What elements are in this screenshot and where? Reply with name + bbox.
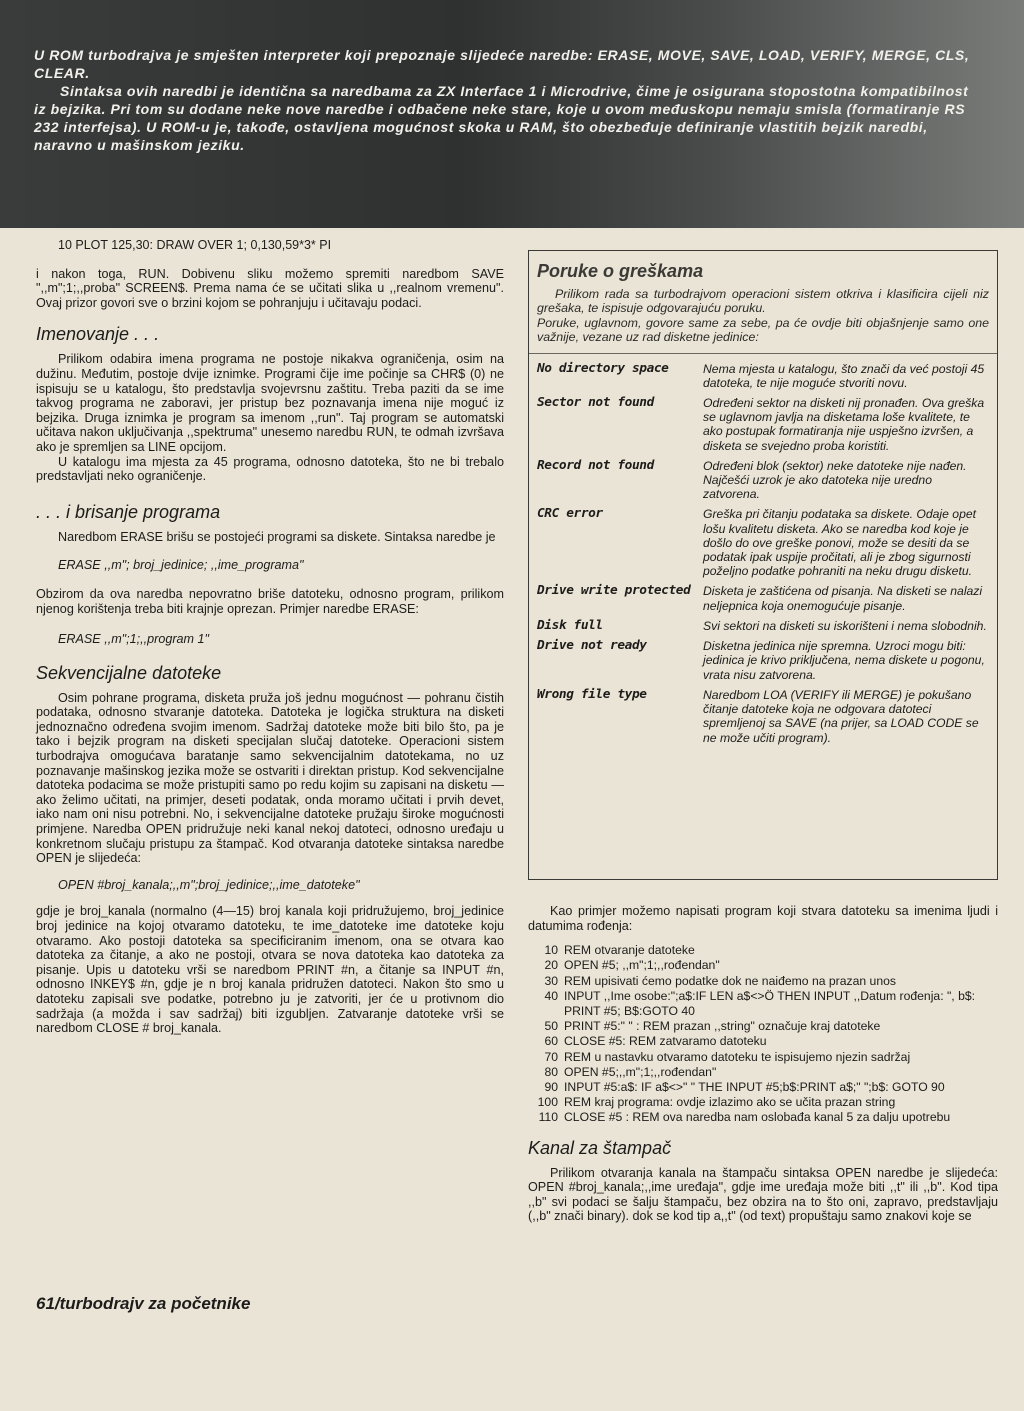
line-code: PRINT #5:" " : REM prazan ,,string" označuje kraj datoteke <box>564 1019 881 1034</box>
line-number: 60 <box>544 1034 558 1049</box>
error-name: No directory space <box>537 360 669 376</box>
error-row <box>537 459 989 502</box>
error-description: Disketa je zaštićena od pisanja. Na disketi se nalazi neljepnica koja onemogućuje pisanje. <box>703 584 983 613</box>
banner-paragraph-1: U ROM turbodrajva je smješten interpreter koji prepoznaje slijedeće naredbe: ERASE, MOVE, SAVE, LOAD, VERIFY, MERGE, CLS, CLEAR. <box>34 47 970 81</box>
error-name: Drive not ready <box>537 638 647 654</box>
program-line <box>528 1110 998 1125</box>
error-description: Određeni blok (sektor) neke datoteke nije nađen. Najčešći uzrok je ako datoteka nije uredno zatvorena. <box>703 458 967 502</box>
line-number: 30 <box>544 973 558 988</box>
error-row <box>537 688 989 745</box>
error-row <box>537 507 989 578</box>
heading-kanal-stampac: Kanal za štampač <box>528 1137 672 1158</box>
paragraph-erase-warning: Obzirom da ova naredba nepovratno briše datoteku, odnosno program, prilikom njenog korištenja treba biti krajnje oprezan. Primjer naredbe ERASE: <box>36 586 504 616</box>
line-code: OPEN #5; ,,m";1;,,rođendan" <box>564 958 720 973</box>
program-line <box>528 989 998 1019</box>
error-description: Naredbom LOA (VERIFY ili MERGE) je pokušano čitanje datoteke koja ne odgovara datoteci spremljenoj sa SAVE (na prijer, sa LOAD CODE se ne može učiti program). <box>703 687 979 745</box>
line-number: 40 <box>544 988 558 1003</box>
line-number: 110 <box>538 1110 558 1125</box>
error-box-intro-2: Poruke, uglavnom, govore same za sebe, pa će ovdje biti objašnjenje samo one važnije, vezane uz rad disketne jedinice: <box>537 315 989 345</box>
error-messages-box <box>528 250 998 880</box>
header-banner <box>0 0 1024 228</box>
line-number: 70 <box>544 1049 558 1064</box>
error-name: Sector not found <box>537 395 654 411</box>
error-row <box>537 396 989 453</box>
line-number: 80 <box>544 1064 558 1079</box>
error-description: Određeni sektor na disketi nij pronađen. Ova greška se uglavnom javlja na disketama loše kvalitete, te ako postupak formatiranja nije uspješno izvršen, a disketa se svejedno proba koristiti. <box>703 396 985 453</box>
program-line <box>528 1095 998 1110</box>
error-row <box>537 584 989 612</box>
program-line <box>528 1019 998 1034</box>
paragraph-erase: Naredbom ERASE brišu se postojeći programi sa diskete. Sintaksa naredbe je <box>58 529 496 544</box>
line-code: REM kraj programa: ovdje izlazimo ako se učita prazan string <box>564 1095 896 1110</box>
line-code: INPUT #5:a$: IF a$<>" " THE INPUT #5;b$:PRINT a$;" ";b$: GOTO 90 <box>564 1080 945 1095</box>
error-box-intro-1: Prilikom rada sa turbodrajvom operacioni sistem otkriva i klasificira cijeli niz grešaka, te ispisuje odgovarajuću poruku. <box>537 287 989 316</box>
paragraph-imenovanje: Prilikom odabira imena programa ne postoje nikakva ograničenja, osim na dužinu. Međutim, postoje dvije iznimke. Programi čije ime počinje sa CHR$ (0) ne ispisuju se u katalogu, što predstavlja svojevrsnu zaštitu. Treba paziti da se ime takvog programa ne zaboravi, jer pristup bez poznavanja imena nije moguć iz bejzika. Druga iznimka je program sa imenom ,,run". Taj program se automatski učitava nakon uključivanja ,,spektruma" unesemo naredbu RUN, te odmah izvršava ako je spremljen sa LINE opcijom. <box>36 352 504 454</box>
line-code: CLOSE #5 : REM ova naredba nam oslobađa kanal 5 za dalju upotrebu <box>564 1110 951 1125</box>
left-column <box>36 238 504 1036</box>
program-line <box>528 1080 998 1095</box>
syntax-erase-example: ERASE ,,m";1;,,program 1" <box>58 632 210 647</box>
error-row <box>537 619 989 633</box>
code-example: 10 PLOT 125,30: DRAW OVER 1; 0,130,59*3* PI <box>58 238 332 252</box>
line-number: 50 <box>544 1019 558 1034</box>
paragraph-katalog: U katalogu ima mjesta za 45 programa, odnosno datoteka, što ne bi trebalo predstavljati neko ograničenje. <box>36 454 504 484</box>
heading-imenovanje: Imenovanje . . . <box>36 324 160 345</box>
program-line <box>528 1034 998 1049</box>
heading-brisanje: . . . i brisanje programa <box>36 501 221 522</box>
line-code: OPEN #5;,,m";1;,,rođendan" <box>564 1064 717 1079</box>
error-box-title: Poruke o greškama <box>537 261 704 281</box>
line-code: INPUT ,,Ime osobe:";a$:IF LEN a$<>Ö THEN INPUT ,,Datum rođenja: ", b$: PRINT #5; B$:GOTO 40 <box>564 988 976 1018</box>
line-code: REM u nastavku otvaramo datoteku te ispisujemo njezin sadržaj <box>564 1049 911 1064</box>
error-name: Disk full <box>537 617 603 633</box>
error-description: Greška pri čitanju podataka sa diskete. Odaje opet lošu kvalitetu disketa. Ako se naredba kod koje je došlo do ove greške ponovi, može se desiti da se podatak ipak uspije pročitati, ali je zbog sigurnosti poželjno podatke pohraniti na neku drugu disketu. <box>703 507 977 579</box>
error-box-divider <box>529 353 997 354</box>
paragraph-datoteke: Osim pohrane programa, disketa pruža još jednu mogućnost — pohranu čistih podataka, odnosno stvaranje datoteka. Datoteka je logička struktura na disketi jednoznačno određena svojim imenom. Sadržaj datoteke može biti bilo što, pa je tako i bejzik program na disketi specijalan slučaj datoteke. Operacioni sistem turbodrajva omogućava baratanje samo sekvencijalnim datotekama, no uz poznavanje mašinskog jezika može se ostvariti i direktan pristup. Kod sekvencijalne datoteka podacima se može pristupiti samo po redu kojim su zapisani na disketu — ako želimo učitati, na primjer, deseti podatak, onda moramo učitati i prvih devet, iako nam oni nisu potrebni. No, i sekvencijalne datoteke pružaju široke mogućnosti primjene. Naredba OPEN pridružuje neki kanal nekoj datoteci, odnosno uređaju u konkretnom slučaju pristupu za štampač. Kod otvaranja datoteke sintaksa naredbe OPEN je slijedeća: <box>36 690 504 866</box>
paragraph-open-explained: gdje je broj_kanala (normalno (4—15) broj kanala koji pridružujemo, broj_jedinice broj jedinice na kojoj otvaramo datoteku, te ime_datoteke ime datoteke koju otvaramo. Ako postoji datoteka sa specificiranim imenom, ona se otvara kao datoteka za čitanje, a ako ne postoji, otvara se nova datoteka kao datoteka za pisanje. Upis u datoteku vrši se naredbom PRINT #n, a čitanje sa INPUT #n, odnosno INKEY$ #n, gdje je n broj kanala pridružen datoteci. Nakon što smo u datoteku zapisali sve podatke, potrebno ju je zatvoriti, jer će u protivnom dio sadržaja (a možda i sav sadržaj) biti izgubljen. Zatvaranje datoteke vrši se naredbom CLOSE # broj_kanala. <box>36 904 504 1036</box>
basic-program-listing <box>528 943 998 1125</box>
page-footer: 61/turbodrajv za početnike <box>36 1294 251 1313</box>
program-line <box>528 1050 998 1065</box>
line-number: 90 <box>544 1080 558 1095</box>
error-description: Disketna jedinica nije spremna. Uzroci mogu biti: jedinica je krivo priključena, nema diskete u pogonu, vrata nisu zatvorena. <box>703 639 985 682</box>
banner-paragraph-2: Sintaksa ovih naredbi je identična sa naredbama za ZX Interface 1 i Microdrive, čime je osigurana stopostotna kompatibilnost iz bejzika. Pri tom su dodane neke nove naredbe i odbačene neke stare, koje u ovom međuskopu nemaju smisla (formatiranje RS 232 interfejsa). U ROM-u je, takođe, ostavljena mogućnost skoka u RAM, što obezbeđuje definiranje vlastitih bejzik naredbi, naravno u mašinskom jeziku. <box>34 83 969 153</box>
right-column <box>528 250 998 1224</box>
error-description: Svi sektori na disketi su iskorišteni i nema slobodnih. <box>703 618 987 633</box>
line-code: REM upisivati ćemo podatke dok ne naiđemo na prazan unos <box>564 973 896 988</box>
paragraph-kanal-stampac: Prilikom otvaranja kanala na štampaču sintaksa OPEN naredbe je slijedeća: OPEN #broj_kanala;,,ime uređaja", gdje ime uređaja može biti ,,t" ili ,,b". Kod tipa ,,b" svi podaci se šalju štampaču, bez obzira na to što oni, zapravo, predstavljaju (,,b" znači binary). dok se kod tip a,,t" (od text) propuštaju samo znakovi koje se <box>528 1165 998 1224</box>
heading-sekvencijalne: Sekvencijalne datoteke <box>36 662 222 683</box>
error-row <box>537 639 989 682</box>
line-number: 20 <box>544 958 558 973</box>
program-line <box>528 1065 998 1080</box>
line-number: 10 <box>544 943 558 958</box>
program-line <box>528 958 998 973</box>
syntax-open: OPEN #broj_kanala;,,m";broj_jedinice;,,ime_datoteke" <box>58 877 360 892</box>
error-description: Nema mjesta u katalogu, što znači da već postoji 45 datoteka, te nije moguće stvoriti novu. <box>703 361 985 390</box>
error-name: Drive write protected <box>537 583 691 599</box>
error-row <box>537 362 989 390</box>
error-name: CRC error <box>537 506 603 522</box>
line-code: CLOSE #5: REM zatvaramo datoteku <box>564 1034 767 1049</box>
error-name: Record not found <box>537 457 654 473</box>
error-list <box>537 362 989 745</box>
line-code: REM otvaranje datoteke <box>564 943 695 958</box>
program-line <box>528 974 998 989</box>
program-intro: Kao primjer možemo napisati program koji stvara datoteku sa imenima ljudi i datumima rođenja: <box>528 904 998 933</box>
error-name: Wrong file type <box>537 686 647 702</box>
program-line <box>528 943 998 958</box>
intro-paragraph: i nakon toga, RUN. Dobivenu sliku možemo spremiti naredbom SAVE ",,m";1;,,proba" SCREEN$. Prema nama će se učitati slika u ,,realnom vremenu". Ovaj prizor govori sve o brzini kojom se pohranjuju i učitavaju podaci. <box>36 266 504 310</box>
syntax-erase: ERASE ,,m"; broj_jedinice; ,,ime_programa" <box>58 558 304 573</box>
line-number: 100 <box>537 1095 558 1110</box>
